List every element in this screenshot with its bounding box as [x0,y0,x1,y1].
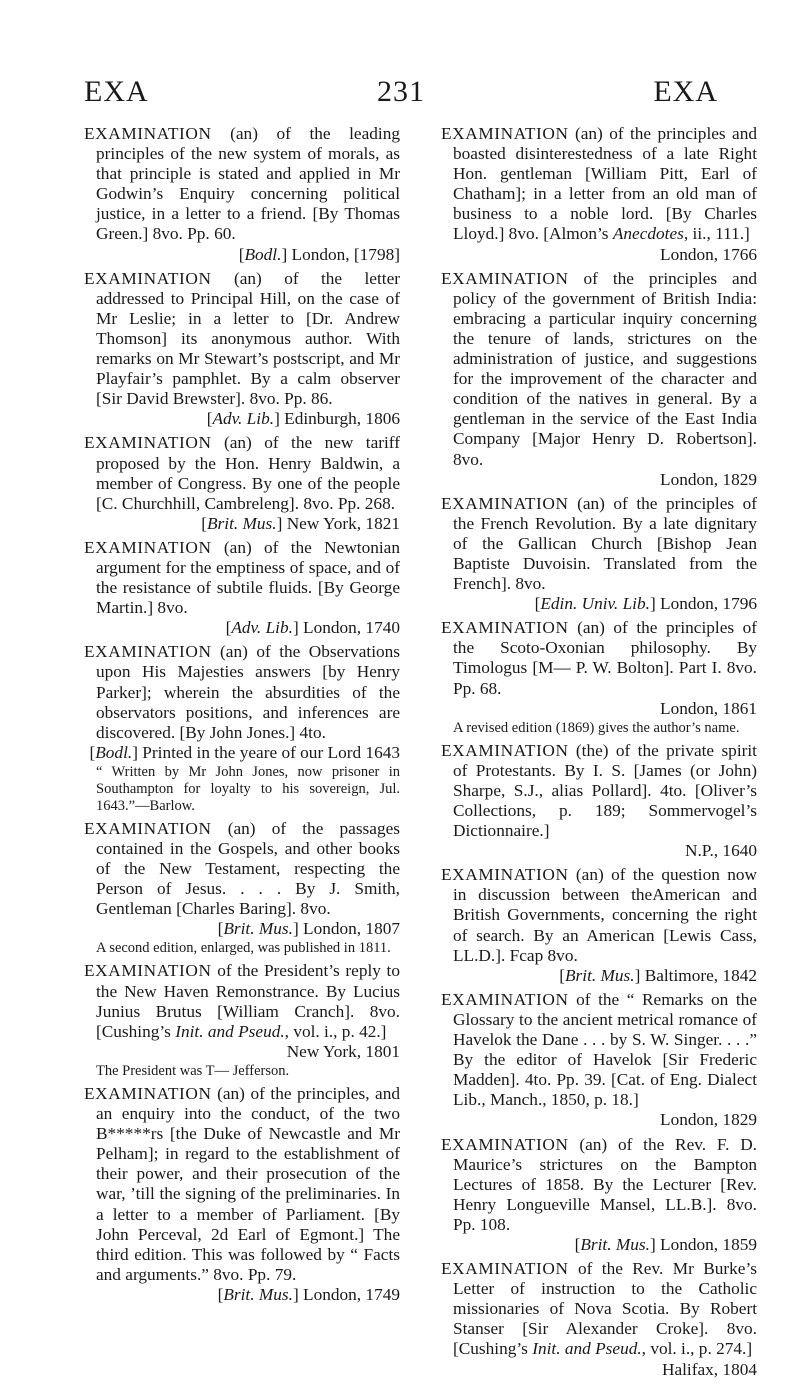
entry-imprint: London, 1807 [303,919,400,939]
entry-text: (an) of the Observations upon His Majesties answers [by Henry Parker]; wherein the absurdities of the observators positions, and inferences are discovered. [By John Jones.] 4to. [96,642,400,742]
entry-imprint-line: [Bodl.] Printed in the yeare of our Lord 1643 [89,742,400,762]
entry-text: (an) of the passages contained in the Gospels, and other books of the New Testament, respecting the Person of Jesus. . . . By J. Smith, Gentleman [Charles Baring]. 8vo. [96,818,400,919]
entry-imprint-line [453,470,757,490]
entry-imprint-line: [Brit. Mus.] New York, 1821 [201,513,400,533]
entry-headword: EXAMINATION [441,618,569,638]
entry-library: Brit. Mus. [223,919,293,939]
entry-headword: EXAMINATION [84,124,212,143]
entry-headword: EXAMINATION [84,1083,212,1103]
entry-headword: EXAMINATION [84,433,212,453]
entry-imprint: New York, 1801 [286,1041,400,1061]
bibliography-entry [84,269,400,430]
bibliography-entry [84,819,400,958]
entry-text-after: , ii., 111.] [683,224,750,244]
entry-imprint-line [453,699,757,719]
header-right: EXA [653,75,718,108]
entry-library: Edin. Univ. Lib. [540,594,650,614]
entry-imprint: London, 1766 [660,244,757,264]
bibliography-entry [84,961,400,1079]
entry-imprint-line: [Brit. Mus.] London, 1859 [574,1234,757,1254]
entry-imprint: Edinburgh, 1806 [284,409,400,429]
entry-headword: EXAMINATION [84,818,212,838]
entry-note: “ Written by Mr John Jones, now prisoner in Southampton for loyalty to his sovereign, Jul. 1643.”—Barlow. [96,763,400,814]
entry-text: (the) of the private spirit of Protestants. By I. S. [James (or John) Sharpe, S.J., alias Pollard]. 4to. [Oliver’s Collections, p. 189; Sommervogel’s Dictionnaire.] [453,740,757,841]
entry-headword: EXAMINATION [84,642,212,662]
bibliography-entry [441,990,757,1131]
entry-imprint-line [453,841,757,861]
entry-library: Adv. Lib. [212,409,275,429]
entry-text: (an) of the principles of the Scoto-Oxonian philosophy. By Timologus [M— P. W. Bolton]. Part I. 8vo. Pp. 68. [453,618,757,698]
entry-imprint: London, 1829 [660,1110,757,1130]
entry-text: (an) of the Rev. F. D. Maurice’s strictures on the Bampton Lectures of 1858. By the Lecturer [Rev. Henry Longueville Mansel, LL.B.]. 8vo. Pp. 108. [453,1134,758,1234]
running-header [84,74,718,110]
entry-text: (an) of the leading principles of the new system of morals, as that principle is stated and applied in Mr Godwin’s Enquiry concerning political justice, in a letter to a friend. [By Thomas Green.] 8vo. Pp. 60. [96,124,400,244]
header-left: EXA [84,75,149,108]
entry-imprint: N.P., 1640 [684,841,757,861]
left-column [84,124,400,1309]
entry-headword: EXAMINATION [441,740,569,760]
entry-headword: EXAMINATION [441,124,569,143]
entry-imprint-line: [Bodl.] London, [1798] [238,244,400,264]
entry-headword: EXAMINATION [441,1259,569,1279]
entry-imprint: London, [1798] [291,244,400,264]
entry-text: of the principles and policy of the government of British India: embracing a particular inquiry concerning the tenure of lands, strictures on the administration of justice, and suggestions for the improvement of the character and condition of the natives in general. By a gentleman in the service of the East India Company [Major Henry D. Robertson]. 8vo. [453,268,757,469]
entry-note: The President was T— Jefferson. [96,1062,290,1079]
bibliography-entry [84,1084,400,1305]
bibliography-entry [441,618,757,736]
bibliography-entry [84,642,400,815]
entry-text-after: , vol. i., p. 42.] [284,1021,387,1041]
bibliography-entry [441,741,757,862]
entry-library: Adv. Lib. [231,618,293,638]
entry-imprint-line [453,245,757,265]
bibliography-entry [84,124,400,265]
bibliography-entry [84,538,400,638]
entry-imprint: London, 1859 [660,1234,757,1254]
entry-headword: EXAMINATION [441,493,569,513]
bibliography-entry [441,269,757,490]
entry-text: of the President’s reply to the New Haven Remonstrance. By Lucius Junius Brutus [William Cranch]. 8vo. [Cushing’s [96,961,400,1041]
entry-note: A second edition, enlarged, was published in 1811. [96,940,391,957]
entry-imprint: London, 1829 [660,469,757,489]
entry-text: (an) of the new tariff proposed by the Hon. Henry Baldwin, a member of Congress. By one of the people [C. Churchhill, Cambreleng]. 8vo. Pp. 268. [96,433,400,513]
entry-imprint: London, 1749 [303,1284,400,1304]
bibliography-entry [441,124,757,265]
entry-text: (an) of the Newtonian argument for the emptiness of space, and of the resistance of subtile fluids. [By George Martin.] 8vo. [96,537,400,618]
entry-headword: EXAMINATION [441,268,569,288]
entry-text: of the Rev. Mr Burke’s Letter of instruction to the Catholic missionaries of Nova Scotia. By Robert Stanser [Sir Alexander Croke]. 8vo. [Cushing’s [453,1259,757,1359]
entry-library: Brit. Mus. [565,965,635,985]
entry-imprint-line: [Adv. Lib.] London, 1740 [225,618,400,638]
entry-reference: Init. and Pseud. [532,1339,642,1359]
entry-text: (an) of the principles, and an enquiry into the conduct, of the two B*****rs [the Duke of Newcastle and Mr Pelham]; in regard to the establishment of their power, and their prosecution of the war, ’till the signing of the preliminaries. In a letter to a member of Parliament. [By John Perceval, 2d Earl of Egmont.] The third edition. This was followed by “ Facts and arguments.” 8vo. Pp. 79. [96,1083,400,1284]
entry-imprint-line [453,1110,757,1130]
entry-text-after: , vol. i., p. 274.] [641,1339,753,1359]
entry-library: Brit. Mus. [223,1284,293,1304]
page-number: 231 [377,75,425,108]
entry-imprint: Printed in the yeare of our Lord 1643 [142,742,400,762]
bibliography-entry [441,1135,757,1256]
bibliography-entry [441,865,757,986]
entry-imprint: London, 1796 [660,594,757,614]
entry-note: A revised edition (1869) gives the author’s name. [453,719,740,736]
bibliography-entry [441,1259,757,1380]
bibliography-entry [84,433,400,533]
entry-imprint: New York, 1821 [286,513,400,533]
entry-headword: EXAMINATION [441,989,569,1009]
entry-headword: EXAMINATION [84,268,212,288]
entry-imprint-line: [Edin. Univ. Lib.] London, 1796 [534,594,757,614]
entry-imprint-line: [Brit. Mus.] London, 1749 [217,1284,400,1304]
entry-library: Bodl. [95,742,133,762]
entry-library: Bodl. [244,244,282,264]
entry-headword: EXAMINATION [441,865,569,885]
entry-headword: EXAMINATION [84,537,212,557]
entry-reference: Init. and Pseud. [175,1021,285,1041]
entry-text: (an) of the question now in discussion between theAmerican and British Governments, concerning the right of search. By an American [Lewis Cass, LL.D.]. Fcap 8vo. [453,865,757,965]
entry-text: of the “ Remarks on the Glossary to the ancient metrical romance of Havelok the Dane . . . by S. W. Singer. . . .” By the editor of Havelok [Sir Frederic Madden]. 4to. Pp. 39. [Cat. of Eng. Dialect Lib., Manch., 1850, p. 18.] [453,989,757,1110]
entry-imprint-line: [Brit. Mus.] Baltimore, 1842 [559,965,757,985]
entry-imprint: London, 1740 [303,618,400,638]
entry-imprint: Halifax, 1804 [661,1359,757,1379]
entry-imprint: Baltimore, 1842 [644,965,757,985]
entry-imprint-line: [Brit. Mus.] London, 1807 [217,919,400,939]
entry-library: Brit. Mus. [580,1234,650,1254]
entry-headword: EXAMINATION [441,1134,569,1154]
entry-reference: Anecdotes [612,224,684,244]
entry-headword: EXAMINATION [84,961,212,981]
entry-imprint-line [96,1042,400,1062]
entry-imprint-line: [Adv. Lib.] Edinburgh, 1806 [206,409,400,429]
bibliography-entry [441,494,757,615]
entry-library: Brit. Mus. [207,513,277,533]
entry-imprint-line [453,1360,757,1380]
entry-text: (an) of the principles and boasted disinterestedness of a late Right Hon. gentleman [William Pitt, Earl of Chatham]; in a letter from an old man of business to a noble lord. [By Charles Lloyd.] 8vo. [Almon’s [453,124,757,244]
entry-text: (an) of the letter addressed to Principal Hill, on the case of Mr Leslie; in a letter to [Dr. Andrew Thomson] its anonymous author. With remarks on Mr Stewart’s postscript, and Mr Playfair’s pamphlet. By a calm observer [Sir David Brewster]. 8vo. Pp. 86. [96,268,400,409]
right-column [441,124,757,1384]
entry-imprint: London, 1861 [660,698,757,718]
entry-text: (an) of the principles of the French Revolution. By a late dignitary of the Gallican Church [Bishop Jean Baptiste Duvoisin. Translated from the French]. 8vo. [453,493,757,594]
